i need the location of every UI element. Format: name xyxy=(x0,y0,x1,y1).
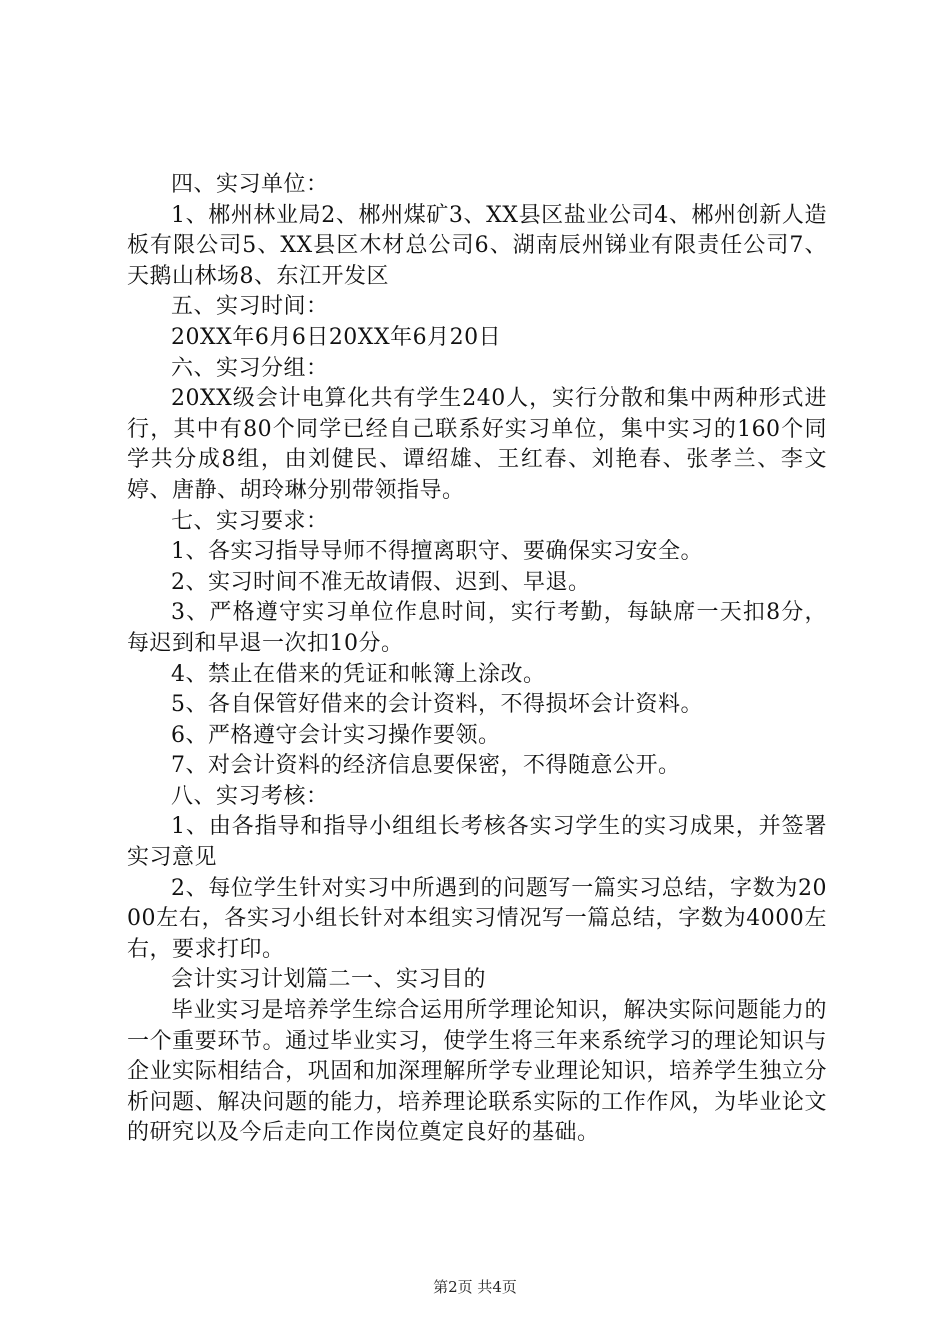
document-body xyxy=(127,170,827,1149)
section-heading-internship-requirements: 七、实习要求： xyxy=(171,508,329,534)
requirement-item-6: 6、严格遵守会计实习操作要领。 xyxy=(171,722,501,748)
paragraph-internship-purpose: 毕业实习是培养学生综合运用所学理论知识，解决实际问题能力的一个重要环节。通过毕业实习，使学生将三年来系统学习的理论知识与企业实际相结合，巩固和加深理解所学专业理论知识，培养学生独立分析问题、解决问题的能力，培养理论联系实际的工作作风，为毕业论文的研究以及今后走向工作岗位奠定良好的基础。 xyxy=(127,998,827,1146)
assessment-item-2: 2、每位学生针对实习中所遇到的问题写一篇实习总结，字数为2000左右，各实习小组长针对本组实习情况写一篇总结，字数为4000左右，要求打印。 xyxy=(127,875,827,962)
requirement-item-2: 2、实习时间不准无故请假、迟到、早退。 xyxy=(171,569,591,595)
requirement-item-7: 7、对会计资料的经济信息要保密，不得随意公开。 xyxy=(171,753,681,779)
paragraph-internship-dates: 20XX年6月6日20XX年6月20日 xyxy=(171,324,502,350)
section-heading-internship-units: 四、实习单位： xyxy=(171,172,329,197)
section-heading-internship-time: 五、实习时间： xyxy=(171,294,329,320)
requirement-item-3: 3、严格遵守实习单位作息时间，实行考勤，每缺席一天扣8分，每迟到和早退一次扣10分。 xyxy=(127,600,827,656)
page-footer: 第2页 共4页 xyxy=(433,1278,517,1296)
requirement-item-1: 1、各实习指导导师不得擅离职守、要确保实习安全。 xyxy=(171,539,703,565)
section-heading-internship-groups: 六、实习分组： xyxy=(171,355,329,381)
assessment-item-1: 1、由各指导和指导小组组长考核各实习学生的实习成果，并签署实习意见 xyxy=(127,814,827,871)
section-heading-internship-assessment: 八、实习考核： xyxy=(171,783,329,809)
paragraph-internship-groups: 20XX级会计电算化共有学生240人，实行分散和集中两种形式进行，其中有80个同学已经自己联系好实习单位，集中实习的160个同学共分成8组，由刘健民、谭绍雄、王红春、刘艳春、张孝兰、李文婷、唐静、胡玲琳分别带领指导。 xyxy=(127,386,827,503)
section-heading-plan-two-purpose: 会计实习计划篇二一、实习目的 xyxy=(171,967,487,993)
requirement-item-5: 5、各自保管好借来的会计资料，不得损坏会计资料。 xyxy=(171,692,703,718)
requirement-item-4: 4、禁止在借来的凭证和帐簿上涂改。 xyxy=(171,661,546,687)
paragraph-internship-units-list: 1、郴州林业局2、郴州煤矿3、XX县区盐业公司4、郴州创新人造板有限公司5、XX县区木材总公司6、湖南辰州锑业有限责任公司7、天鹅山林场8、东江开发区 xyxy=(127,202,827,289)
